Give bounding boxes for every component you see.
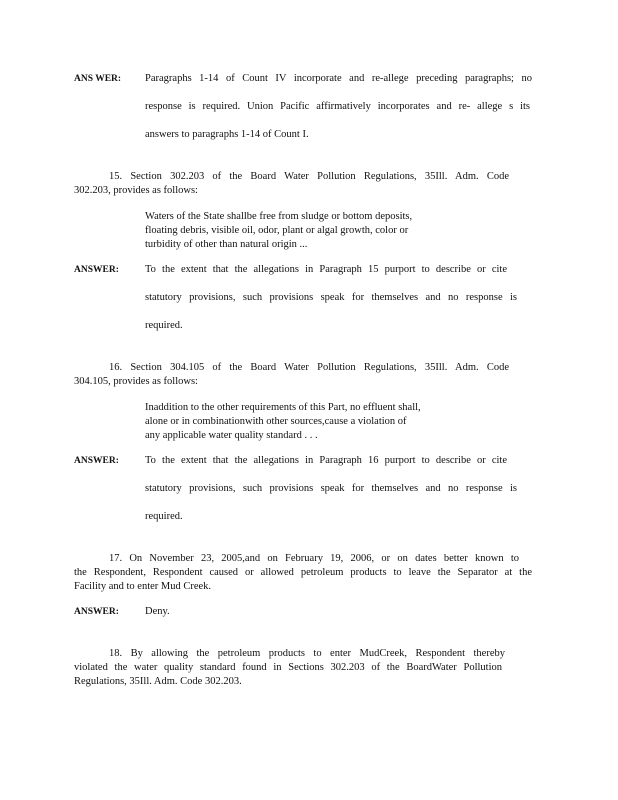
quote-line: alone or in combinationwith other sources,cause a violation of [145,416,407,427]
paragraph-16-line: 16. Section 304.105 of the Board Water Pollution Regulations, 35Ill. Adm. Code [109,362,509,373]
answer-label: ANSWER: [74,265,119,275]
paragraph-18-line: violated the water quality standard found in Sections 302.203 of the BoardWater Pollution [74,662,502,673]
paragraph-17-line: the Respondent, Respondent caused or allowed petroleum products to leave the Separator at the [74,567,532,578]
answer-text-line: required. [145,320,183,331]
answer-text-line: To the extent that the allegations in Paragraph 15 purport to describe or cite [145,264,507,275]
paragraph-15-line: 15. Section 302.203 of the Board Water Pollution Regulations, 35Ill. Adm. Code [109,171,509,182]
answer-text-line: answers to paragraphs 1-14 of Count I. [145,129,309,140]
answer-text-line: statutory provisions, such provisions speak for themselves and no response is [145,292,517,303]
quote-line: floating debris, visible oil, odor, plant or algal growth, color or [145,225,409,236]
paragraph-17-line: 17. On November 23, 2005,and on February 19, 2006, or on dates better known to [109,553,519,564]
paragraph-17-line: Facility and to enter Mud Creek. [74,581,212,592]
paragraph-18-line: Regulations, 35Ill. Adm. Code 302.203. [74,676,242,687]
answer-text-line: statutory provisions, such provisions speak for themselves and no response is [145,483,517,494]
paragraph-16-line: 304.105, provides as follows: [74,376,198,387]
quote-line: Waters of the State shallbe free from sludge or bottom deposits, [145,211,413,222]
answer-text-line: response is required. Union Pacific affirmatively incorporates and re- allege s its [145,101,530,112]
paragraph-15-line: 302.203, provides as follows: [74,185,198,196]
answer-text-line: To the extent that the allegations in Paragraph 16 purport to describe or cite [145,455,507,466]
answer-text-line: required. [145,511,183,522]
quote-line: Inaddition to the other requirements of this Part, no effluent shall, [145,402,421,413]
answer-text-line: Paragraphs 1-14 of Count IV incorporate and re-allege preceding paragraphs; no [145,73,532,84]
paragraph-18-line: 18. By allowing the petroleum products to enter MudCreek, Respondent thereby [109,648,505,659]
quote-line: turbidity of other than natural origin ... [145,239,308,250]
answer-label: ANSWER: [74,607,119,617]
answer-text-line: Deny. [145,606,170,617]
quote-line: any applicable water quality standard . . . [145,430,318,441]
answer-label: ANS WER: [74,74,122,84]
answer-label: ANSWER: [74,456,119,466]
